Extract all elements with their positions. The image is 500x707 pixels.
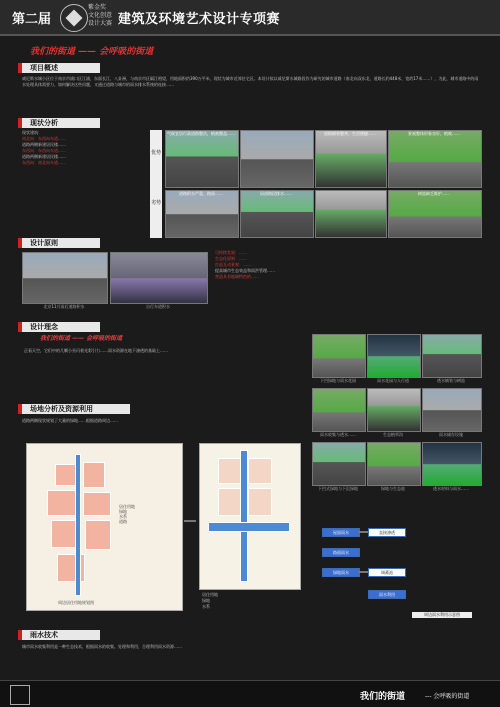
map-block <box>248 458 272 484</box>
map-road <box>75 454 81 596</box>
map-legend-bottom <box>202 592 302 620</box>
logo-text: 紫金奖 文化创意 设计大赛 <box>88 4 113 27</box>
arrow-connector <box>184 520 196 522</box>
flow-node: 直接渗透 <box>368 528 406 537</box>
status-text-line: 道路两侧新建居民楼…… <box>22 154 66 159</box>
status-photo <box>315 190 387 238</box>
flow-node: 调蓄池 <box>368 568 406 577</box>
status-text-line: 东西向：东西向车道…… <box>22 148 66 153</box>
gallery-caption: 雨水花园与人行道 <box>377 378 409 383</box>
footer-slogan: 我们的街道 <box>360 692 406 702</box>
principle-photo <box>110 252 208 304</box>
status-photo <box>315 130 387 188</box>
photo-caption: 树池缺乏维护…… <box>418 191 450 196</box>
principle-caption: 自行车道积水 <box>146 304 170 309</box>
principle-item: 打造互动景观：…… <box>215 262 251 267</box>
status-photo <box>388 190 482 238</box>
gallery-photo <box>367 442 421 486</box>
flow-node: 屋面雨水 <box>322 528 360 537</box>
status-photo <box>388 130 482 188</box>
status-text-line: 南北向：东西向车道…… <box>22 136 66 141</box>
legend-item: 居住用地 <box>202 592 218 597</box>
gallery-caption: 绿地与生态池 <box>381 486 405 491</box>
gallery-photo <box>367 334 421 378</box>
status-photo <box>165 190 239 238</box>
arrow-connector <box>358 531 368 533</box>
gallery-caption: 雨水收集与透水…… <box>320 432 356 437</box>
footer-sub-slogan: --- 会呼吸的街道 <box>425 693 470 700</box>
legend-item: 绿地 <box>119 509 127 514</box>
status-photo <box>165 130 239 188</box>
principle-photo <box>22 252 108 304</box>
section-title-overview: 项目概述 <box>18 63 100 73</box>
legend-item: 居住用地 <box>119 504 135 509</box>
photo-caption: 局部路段排水…… <box>260 191 292 196</box>
legend-item: 绿地 <box>202 598 210 603</box>
gallery-caption: 透水材料与雨水…… <box>433 486 469 491</box>
legend-item: 道路 <box>119 519 127 524</box>
photo-caption: 气候宜居行政道路整洁，植被覆盖…… <box>167 131 235 136</box>
arrow-connector <box>358 571 368 573</box>
status-texts <box>22 130 140 230</box>
gallery-photo <box>422 442 482 486</box>
map-road <box>240 450 248 582</box>
gallery-photo <box>312 442 366 486</box>
status-text-line: 现状建筑： <box>22 130 42 135</box>
section-title-concept: 设计理念 <box>18 322 100 332</box>
photo-caption: 道路铺装整齐，生活便捷…… <box>324 131 376 136</box>
section-title-rain-tech: 雨水技术 <box>18 630 100 640</box>
footer-logo-icon <box>10 685 30 705</box>
flow-node: 雨水利用 <box>368 590 406 599</box>
status-text-line: 东西向：南北向车道…… <box>22 160 66 165</box>
gallery-caption: 雨水储存设施 <box>439 432 463 437</box>
concept-text: 正看天空，它们中的几颗小巫闪着光彩引力……雨水资源在地下渗透的基础上…… <box>24 348 168 353</box>
concept-subtitle: 我们的街道 —— 会呼吸的街道 <box>40 335 123 342</box>
principle-item: 生态化原则：…… <box>215 256 247 261</box>
disadvantage-tag: 劣势 <box>150 188 162 238</box>
map-block <box>218 458 242 484</box>
competition-title: 建筑及环境艺术设计专项赛 <box>118 12 281 27</box>
legend-item: 水系 <box>119 514 127 519</box>
principle-item: 提高城市生态效益和雨洪管理…… <box>215 268 275 273</box>
gallery-caption: 生态植草沟 <box>383 432 403 437</box>
gallery-photo <box>422 334 482 378</box>
gallery-caption: 下凹绿地与雨水花园 <box>320 378 356 383</box>
site-map-1 <box>26 443 183 611</box>
overview-text: 威尼斯水城小区位于南京市浦口区江浦，东面长江，八卦洲，与南京市区隔江相望，用地面积约390万平米，现状为城市近郊住宅区。本设计拟以威尼斯水城路段作为研究的城市道路（南北向双东北、道路长约448米，宽约17米……），为此，城市道路中的雨水处理具体需要力，如何解决这些问题，又通过道路与城市的雨水排水系统的连接…… <box>22 76 479 87</box>
gallery-caption: 透水铺装与树池 <box>437 378 465 383</box>
gallery-photo <box>422 388 482 432</box>
principle-item: 营造具有地域特色的…… <box>215 274 259 279</box>
photo-caption: 景观整体形象良好，植被…… <box>408 131 460 136</box>
map-block <box>83 492 111 516</box>
map-road <box>208 522 290 532</box>
gallery-photo <box>367 388 421 432</box>
footer-bar <box>0 680 500 707</box>
map-block <box>83 462 105 488</box>
site-text: 道路两侧现状规划了大量的绿地……根据道路周边…… <box>22 418 118 423</box>
header-bar <box>0 0 500 36</box>
edition-label: 第二届 <box>12 12 52 27</box>
section-title-principles: 设计原则 <box>18 238 100 248</box>
competition-logo-icon <box>60 4 88 32</box>
principle-caption: 北京11月雨后道路积水 <box>43 304 85 309</box>
principle-list <box>215 250 480 280</box>
map-caption: 周边居住用地规划图 <box>58 600 94 605</box>
map-legend <box>119 504 175 524</box>
principle-item: 可持续发展：…… <box>215 250 247 255</box>
status-text-line: 道路两侧新建居民楼…… <box>22 142 66 147</box>
photo-caption: 道路积水严重，路面…… <box>179 191 223 196</box>
section-title-site: 场地分析及资源利用 <box>18 404 130 414</box>
poster-main-title: 我们的街道 —— 会呼吸的街道 <box>30 47 154 57</box>
flow-node: 绿地雨水 <box>322 568 360 577</box>
map-block <box>85 520 111 550</box>
section-title-status: 现状分析 <box>18 118 100 128</box>
rain-tech-text: 城市雨水收集利用是一种生态技术，根据雨水的收集、处理和利用，合理利用雨水资源…… <box>22 644 182 649</box>
status-photo <box>240 190 314 238</box>
gallery-photo <box>312 388 366 432</box>
flow-node: 路面雨水 <box>322 548 360 557</box>
legend-item: 水系 <box>202 604 210 609</box>
map-block <box>218 488 242 516</box>
status-photo <box>240 130 314 188</box>
advantage-tag: 优势 <box>150 130 162 206</box>
site-map-2 <box>199 443 301 590</box>
gallery-photo <box>312 334 366 378</box>
diagram-caption: 周边雨水利用示意图 <box>412 612 472 618</box>
gallery-caption: 下凹式绿地与下沉绿地 <box>318 486 358 491</box>
map-block <box>248 488 272 516</box>
